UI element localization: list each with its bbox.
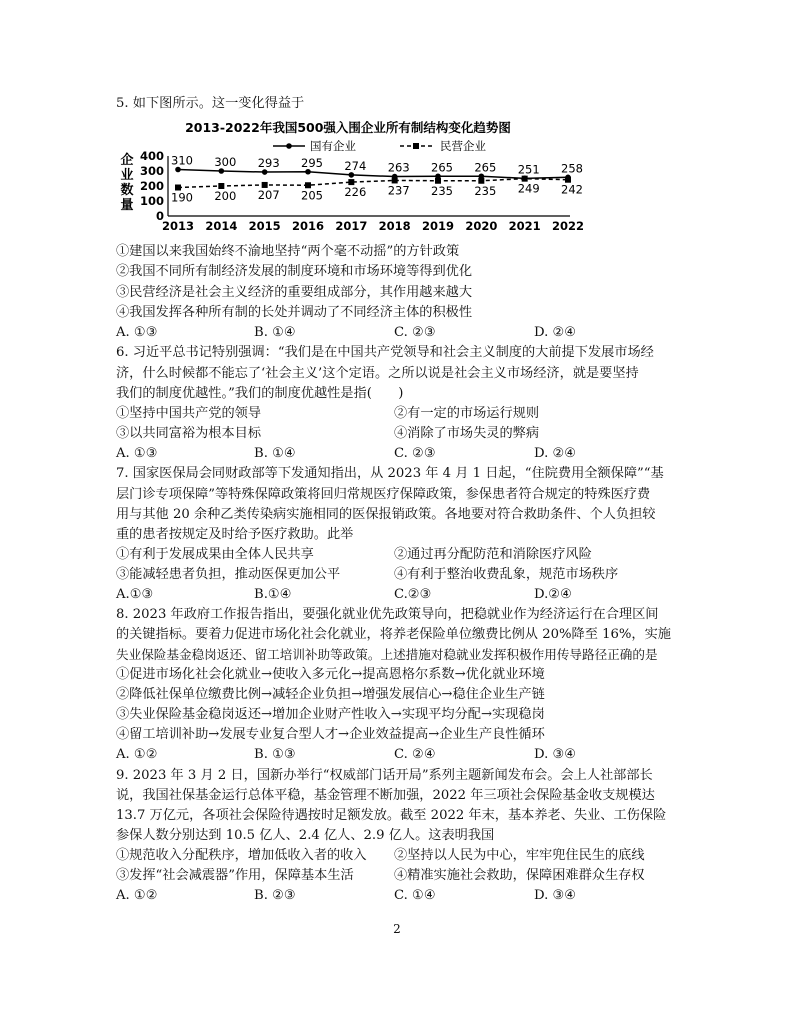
y-tick-label: 200 [139, 179, 164, 193]
x-tick-labels [162, 219, 584, 233]
data-label-state: 265 [431, 160, 453, 175]
q9-answer-c: C. ①④ [394, 888, 436, 903]
q5-item-2: ②我国不同所有制经济发展的制度环境和市场环境等得到优化 [116, 264, 473, 279]
data-label-state: 258 [561, 161, 583, 176]
point-state [349, 172, 355, 178]
chart-series [175, 167, 571, 191]
data-label-state: 263 [387, 160, 410, 175]
series-line-state [178, 170, 568, 179]
y-tick-labels [140, 149, 164, 223]
data-label-state: 300 [214, 155, 237, 169]
y-tick-label: 0 [155, 209, 164, 223]
x-tick-label: 2013 [161, 219, 195, 233]
q7-line-4: 重的患者按规定及时给予医疗救助。此举 [116, 527, 354, 542]
point-state [175, 167, 181, 173]
q8-answer-b: B. ①③ [254, 747, 296, 762]
chart-legend [273, 139, 486, 153]
data-label-private: 237 [387, 183, 410, 198]
chart-title: 2013-2022年我国500强入围企业所有制结构变化趋势图 [185, 120, 511, 135]
q5-answer-c: C. ②③ [394, 325, 436, 340]
data-label-private: 235 [431, 183, 453, 198]
ownership-trend-chart [110, 118, 585, 236]
x-tick-label: 2021 [508, 219, 541, 233]
y-axis-label-char: 业 [120, 168, 134, 183]
legend-marker-state [286, 143, 292, 149]
q6-line-1: 6. 习近平总书记特别强调：“我们是在中国共产党领导和社会主义制度的大前提下发展市场经 [116, 345, 654, 360]
q7-option-2: ②通过再分配防范和消除医疗风险 [394, 547, 592, 562]
legend-label-state: 国有企业 [310, 139, 356, 153]
q8-item-1: ①促进市场化社会化就业→使收入多元化→提高恩格尔系数→优化就业环境 [116, 667, 545, 682]
q8-line-3: 失业保险基金稳岗返还、留工培训补助等政策。上述措施对稳就业发挥积极作用传导路径正确的是 [116, 647, 658, 662]
q6-answer-c: C. ②③ [394, 446, 436, 461]
point-state [219, 168, 225, 174]
y-tick-label: 300 [139, 164, 164, 178]
x-tick-label: 2022 [551, 219, 585, 233]
q5-answer-d: D. ②④ [534, 325, 577, 340]
q6-option-2: ②有一定的市场运行规则 [394, 406, 540, 421]
q8-answer-a: A. ①② [116, 747, 158, 762]
q8-item-2: ②降低社保单位缴费比例→减轻企业负担→增强发展信心→稳住企业生产链 [116, 687, 545, 702]
y-axis-label [120, 152, 133, 213]
data-label-state: 251 [517, 162, 540, 177]
point-state [305, 169, 311, 175]
data-label-private: 226 [344, 185, 367, 200]
x-tick-label: 2016 [291, 219, 325, 233]
q5-item-4: ④我国发挥各种所有制的长处并调动了不同经济主体的积极性 [116, 305, 473, 320]
q5-item-3: ③民营经济是社会主义经济的重要组成部分，其作用越来越大 [116, 285, 473, 300]
q8-line-2: 的关键指标。要着力促进市场化社会化就业，将养老保险单位缴费比例从 20%降至 16%，实施 [116, 627, 671, 642]
q9-line-2: 说，我国社保基金运行总体平稳，基金管理不断加强，2022 年三项社会保险基金收支规模达 [116, 788, 655, 803]
x-tick-label: 2019 [421, 219, 455, 233]
x-tick-label: 2014 [205, 219, 238, 233]
y-axis-label-char: 企 [120, 153, 134, 168]
data-label-state: 293 [257, 156, 280, 171]
q7-answer-a: A.①③ [116, 587, 154, 602]
q8-answer-c: C. ②④ [394, 747, 436, 762]
y-tick-label: 100 [139, 194, 164, 208]
q7-option-1: ①有利于发展成果由全体人民共享 [116, 547, 314, 562]
data-label-private: 249 [517, 181, 540, 196]
data-label-state: 265 [474, 160, 497, 175]
q7-option-4: ④有利于整治收费乱象，规范市场秩序 [394, 567, 619, 582]
y-axis-label-char: 数 [120, 183, 134, 198]
series-line-private [178, 179, 568, 188]
q7-answer-d: D.②④ [534, 587, 572, 602]
q6-option-1: ①坚持中国共产党的领导 [116, 406, 262, 421]
data-label-state: 310 [171, 153, 193, 168]
x-tick-label: 2017 [335, 219, 368, 233]
q9-line-1: 9. 2023 年 3 月 2 日，国新办举行“权威部门话开局”系列主题新闻发布会。会上人社部部长 [116, 768, 653, 783]
data-label-private: 207 [257, 187, 280, 202]
q5-item-1: ①建国以来我国始终不渝地坚持“两个毫不动摇”的方针政策 [116, 244, 460, 259]
data-label-state: 295 [301, 155, 323, 170]
q7-line-1: 7. 国家医保局会同财政部等下发通知指出，从 2023 年 4 月 1 日起，“住院费用全额保障”“基 [116, 466, 664, 481]
x-tick-label: 2018 [378, 219, 411, 233]
data-label-private: 242 [561, 182, 583, 197]
q9-option-3: ③发挥“社会减震器”作用，保障基本生活 [116, 868, 354, 883]
q8-item-4: ④留工培训补助→发展专业复合型人才→企业效益提高→企业生产良性循环 [116, 727, 545, 742]
q9-line-4: 参保人数分别达到 10.5 亿人、2.4 亿人、2.9 亿人。这表明我国 [116, 828, 495, 843]
q6-answer-b: B. ①④ [254, 446, 296, 461]
q9-answer-d: D. ③④ [534, 888, 577, 903]
q6-line-3: 我们的制度优越性。”我们的制度优越性是指( ) [116, 386, 404, 401]
q7-line-3: 用与其他 20 余种乙类传染病实施相同的医保报销政策。各地要对符合救助条件、个人负担较 [116, 507, 656, 522]
q7-answer-b: B.①④ [254, 587, 292, 602]
data-label-private: 235 [474, 183, 497, 198]
q9-line-3: 13.7 万亿元，各项社会保险待遇按时足额发放。截至 2022 年末，基本养老、失业、工伤保险 [116, 808, 667, 823]
y-tick-label: 400 [139, 149, 164, 163]
q8-item-3: ③失业保险基金稳岗返还→增加企业财产性收入→实现平均分配→实现稳岗 [116, 707, 545, 722]
q8-line-1: 8. 2023 年政府工作报告指出，要强化就业优先政策导向，把稳就业作为经济运行在合理区间 [116, 607, 659, 622]
q6-line-2: 济，什么时候都不能忘了‘社会主义’这个定语。之所以说是社会主义市场经济，就是要坚持 [116, 366, 639, 381]
q5-answer-b: B. ①④ [254, 325, 296, 340]
q6-option-3: ③以共同富裕为根本目标 [116, 426, 262, 441]
q7-option-3: ③能减轻患者负担，推动医保更加公平 [116, 567, 341, 582]
x-tick-label: 2020 [465, 219, 498, 233]
legend-label-private: 民营企业 [440, 139, 486, 153]
q7-answer-c: C.②③ [394, 587, 432, 602]
q9-option-4: ④精准实施社会救助，保障困难群众生存权 [394, 868, 645, 883]
q9-answer-b: B. ②③ [254, 888, 296, 903]
q8-answer-d: D. ③④ [534, 747, 577, 762]
point-state [262, 169, 268, 175]
q7-line-2: 层门诊专项保障”等特殊保障政策将回归常规医疗保障政策，参保患者符合规定的特殊医疗费 [116, 487, 651, 502]
q5-stem: 5. 如下图所示。这一变化得益于 [116, 96, 305, 111]
q5-answer-a: A. ①③ [116, 325, 158, 340]
q9-answer-a: A. ①② [116, 888, 158, 903]
x-tick-label: 2015 [248, 219, 281, 233]
q6-answer-d: D. ②④ [534, 446, 577, 461]
q6-answer-a: A. ①③ [116, 446, 158, 461]
q9-option-2: ②坚持以人民为中心，牢牢兜住民生的底线 [394, 848, 645, 863]
data-label-state: 274 [344, 158, 367, 173]
data-label-private: 190 [171, 190, 193, 205]
y-axis-label-char: 量 [120, 198, 134, 213]
legend-marker-private [413, 143, 419, 149]
page-number: 2 [393, 922, 401, 936]
q9-option-1: ①规范收入分配秩序，增加低收入者的收入 [116, 848, 367, 863]
data-label-private: 200 [214, 189, 237, 203]
data-label-private: 205 [301, 188, 323, 203]
q6-option-4: ④消除了市场失灵的弊病 [394, 426, 540, 441]
